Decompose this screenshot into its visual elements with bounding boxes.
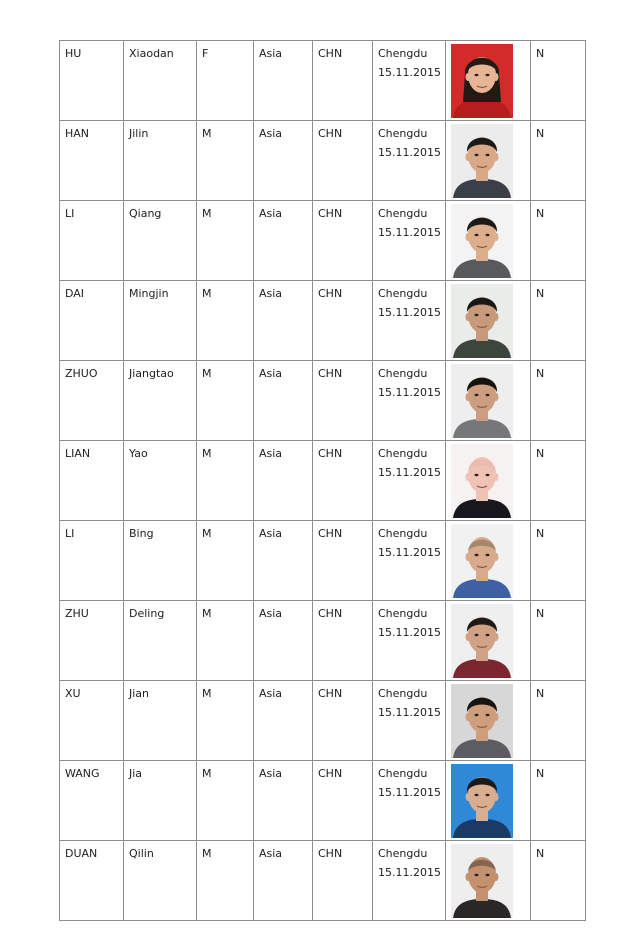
event-date: 15.11.2015 [378,866,441,879]
sex-cell: M [197,841,254,921]
table-row [60,281,586,361]
portrait-photo [451,44,513,118]
given-name-cell: Bing [124,521,197,601]
photo-cell [446,441,531,521]
sex-cell: M [197,681,254,761]
event-cell [373,201,446,281]
event-date: 15.11.2015 [378,226,441,239]
country-cell: CHN [313,41,373,121]
event-city: Chengdu [378,687,428,700]
flag-cell: N [531,521,586,601]
surname-cell: LI [60,201,124,281]
region-cell: Asia [254,521,313,601]
flag-cell: N [531,121,586,201]
flag-cell: N [531,761,586,841]
given-name-cell: Xiaodan [124,41,197,121]
surname-cell: DAI [60,281,124,361]
flag-cell: N [531,281,586,361]
flag-cell: N [531,841,586,921]
surname-cell: ZHUO [60,361,124,441]
event-city: Chengdu [378,127,428,140]
portrait-photo [451,844,513,918]
surname-cell: LIAN [60,441,124,521]
flag-cell: N [531,441,586,521]
portrait-photo [451,444,513,518]
event-cell [373,441,446,521]
portrait-photo [451,364,513,438]
table-row [60,201,586,281]
surname-cell: LI [60,521,124,601]
portrait-photo [451,684,513,758]
table-row [60,361,586,441]
event-cell [373,521,446,601]
sex-cell: M [197,441,254,521]
region-cell: Asia [254,201,313,281]
event-cell [373,41,446,121]
sex-cell: M [197,281,254,361]
photo-cell [446,41,531,121]
event-date: 15.11.2015 [378,386,441,399]
flag-cell: N [531,201,586,281]
region-cell: Asia [254,41,313,121]
region-cell: Asia [254,681,313,761]
event-city: Chengdu [378,607,428,620]
region-cell: Asia [254,121,313,201]
table-body [60,41,586,921]
flag-cell: N [531,601,586,681]
country-cell: CHN [313,841,373,921]
table-row [60,441,586,521]
country-cell: CHN [313,521,373,601]
event-city: Chengdu [378,447,428,460]
country-cell: CHN [313,761,373,841]
event-cell [373,281,446,361]
flag-cell: N [531,41,586,121]
region-cell: Asia [254,281,313,361]
photo-cell [446,201,531,281]
event-cell [373,601,446,681]
given-name-cell: Qilin [124,841,197,921]
event-date: 15.11.2015 [378,306,441,319]
event-cell [373,841,446,921]
flag-cell: N [531,361,586,441]
event-city: Chengdu [378,287,428,300]
region-cell: Asia [254,361,313,441]
flag-cell: N [531,681,586,761]
given-name-cell: Qiang [124,201,197,281]
table-row [60,681,586,761]
portrait-photo [451,284,513,358]
event-date: 15.11.2015 [378,786,441,799]
photo-cell [446,521,531,601]
photo-cell [446,281,531,361]
event-city: Chengdu [378,47,428,60]
given-name-cell: Yao [124,441,197,521]
event-date: 15.11.2015 [378,146,441,159]
athlete-table [59,40,586,921]
event-city: Chengdu [378,767,428,780]
photo-cell [446,681,531,761]
photo-cell [446,121,531,201]
event-cell [373,761,446,841]
photo-cell [446,601,531,681]
event-cell [373,361,446,441]
country-cell: CHN [313,121,373,201]
event-date: 15.11.2015 [378,626,441,639]
given-name-cell: Jia [124,761,197,841]
surname-cell: WANG [60,761,124,841]
country-cell: CHN [313,441,373,521]
event-city: Chengdu [378,367,428,380]
photo-cell [446,761,531,841]
event-city: Chengdu [378,207,428,220]
sex-cell: M [197,761,254,841]
country-cell: CHN [313,681,373,761]
sex-cell: M [197,361,254,441]
country-cell: CHN [313,281,373,361]
surname-cell: DUAN [60,841,124,921]
photo-cell [446,361,531,441]
portrait-photo [451,524,513,598]
event-city: Chengdu [378,527,428,540]
sex-cell: M [197,201,254,281]
table-row [60,121,586,201]
country-cell: CHN [313,201,373,281]
table-row [60,761,586,841]
event-date: 15.11.2015 [378,66,441,79]
event-cell [373,681,446,761]
surname-cell: ZHU [60,601,124,681]
surname-cell: HU [60,41,124,121]
event-cell [373,121,446,201]
event-date: 15.11.2015 [378,706,441,719]
event-date: 15.11.2015 [378,546,441,559]
table-row [60,521,586,601]
surname-cell: XU [60,681,124,761]
country-cell: CHN [313,361,373,441]
portrait-photo [451,604,513,678]
portrait-photo [451,124,513,198]
event-city: Chengdu [378,847,428,860]
table-row [60,601,586,681]
sex-cell: M [197,601,254,681]
portrait-photo [451,204,513,278]
sex-cell: M [197,121,254,201]
country-cell: CHN [313,601,373,681]
photo-cell [446,841,531,921]
given-name-cell: Mingjin [124,281,197,361]
region-cell: Asia [254,841,313,921]
region-cell: Asia [254,761,313,841]
sex-cell: M [197,521,254,601]
sex-cell: F [197,41,254,121]
surname-cell: HAN [60,121,124,201]
given-name-cell: Jilin [124,121,197,201]
event-date: 15.11.2015 [378,466,441,479]
portrait-photo [451,764,513,838]
given-name-cell: Jian [124,681,197,761]
given-name-cell: Jiangtao [124,361,197,441]
region-cell: Asia [254,441,313,521]
region-cell: Asia [254,601,313,681]
given-name-cell: Deling [124,601,197,681]
table-row [60,841,586,921]
table-row [60,41,586,121]
